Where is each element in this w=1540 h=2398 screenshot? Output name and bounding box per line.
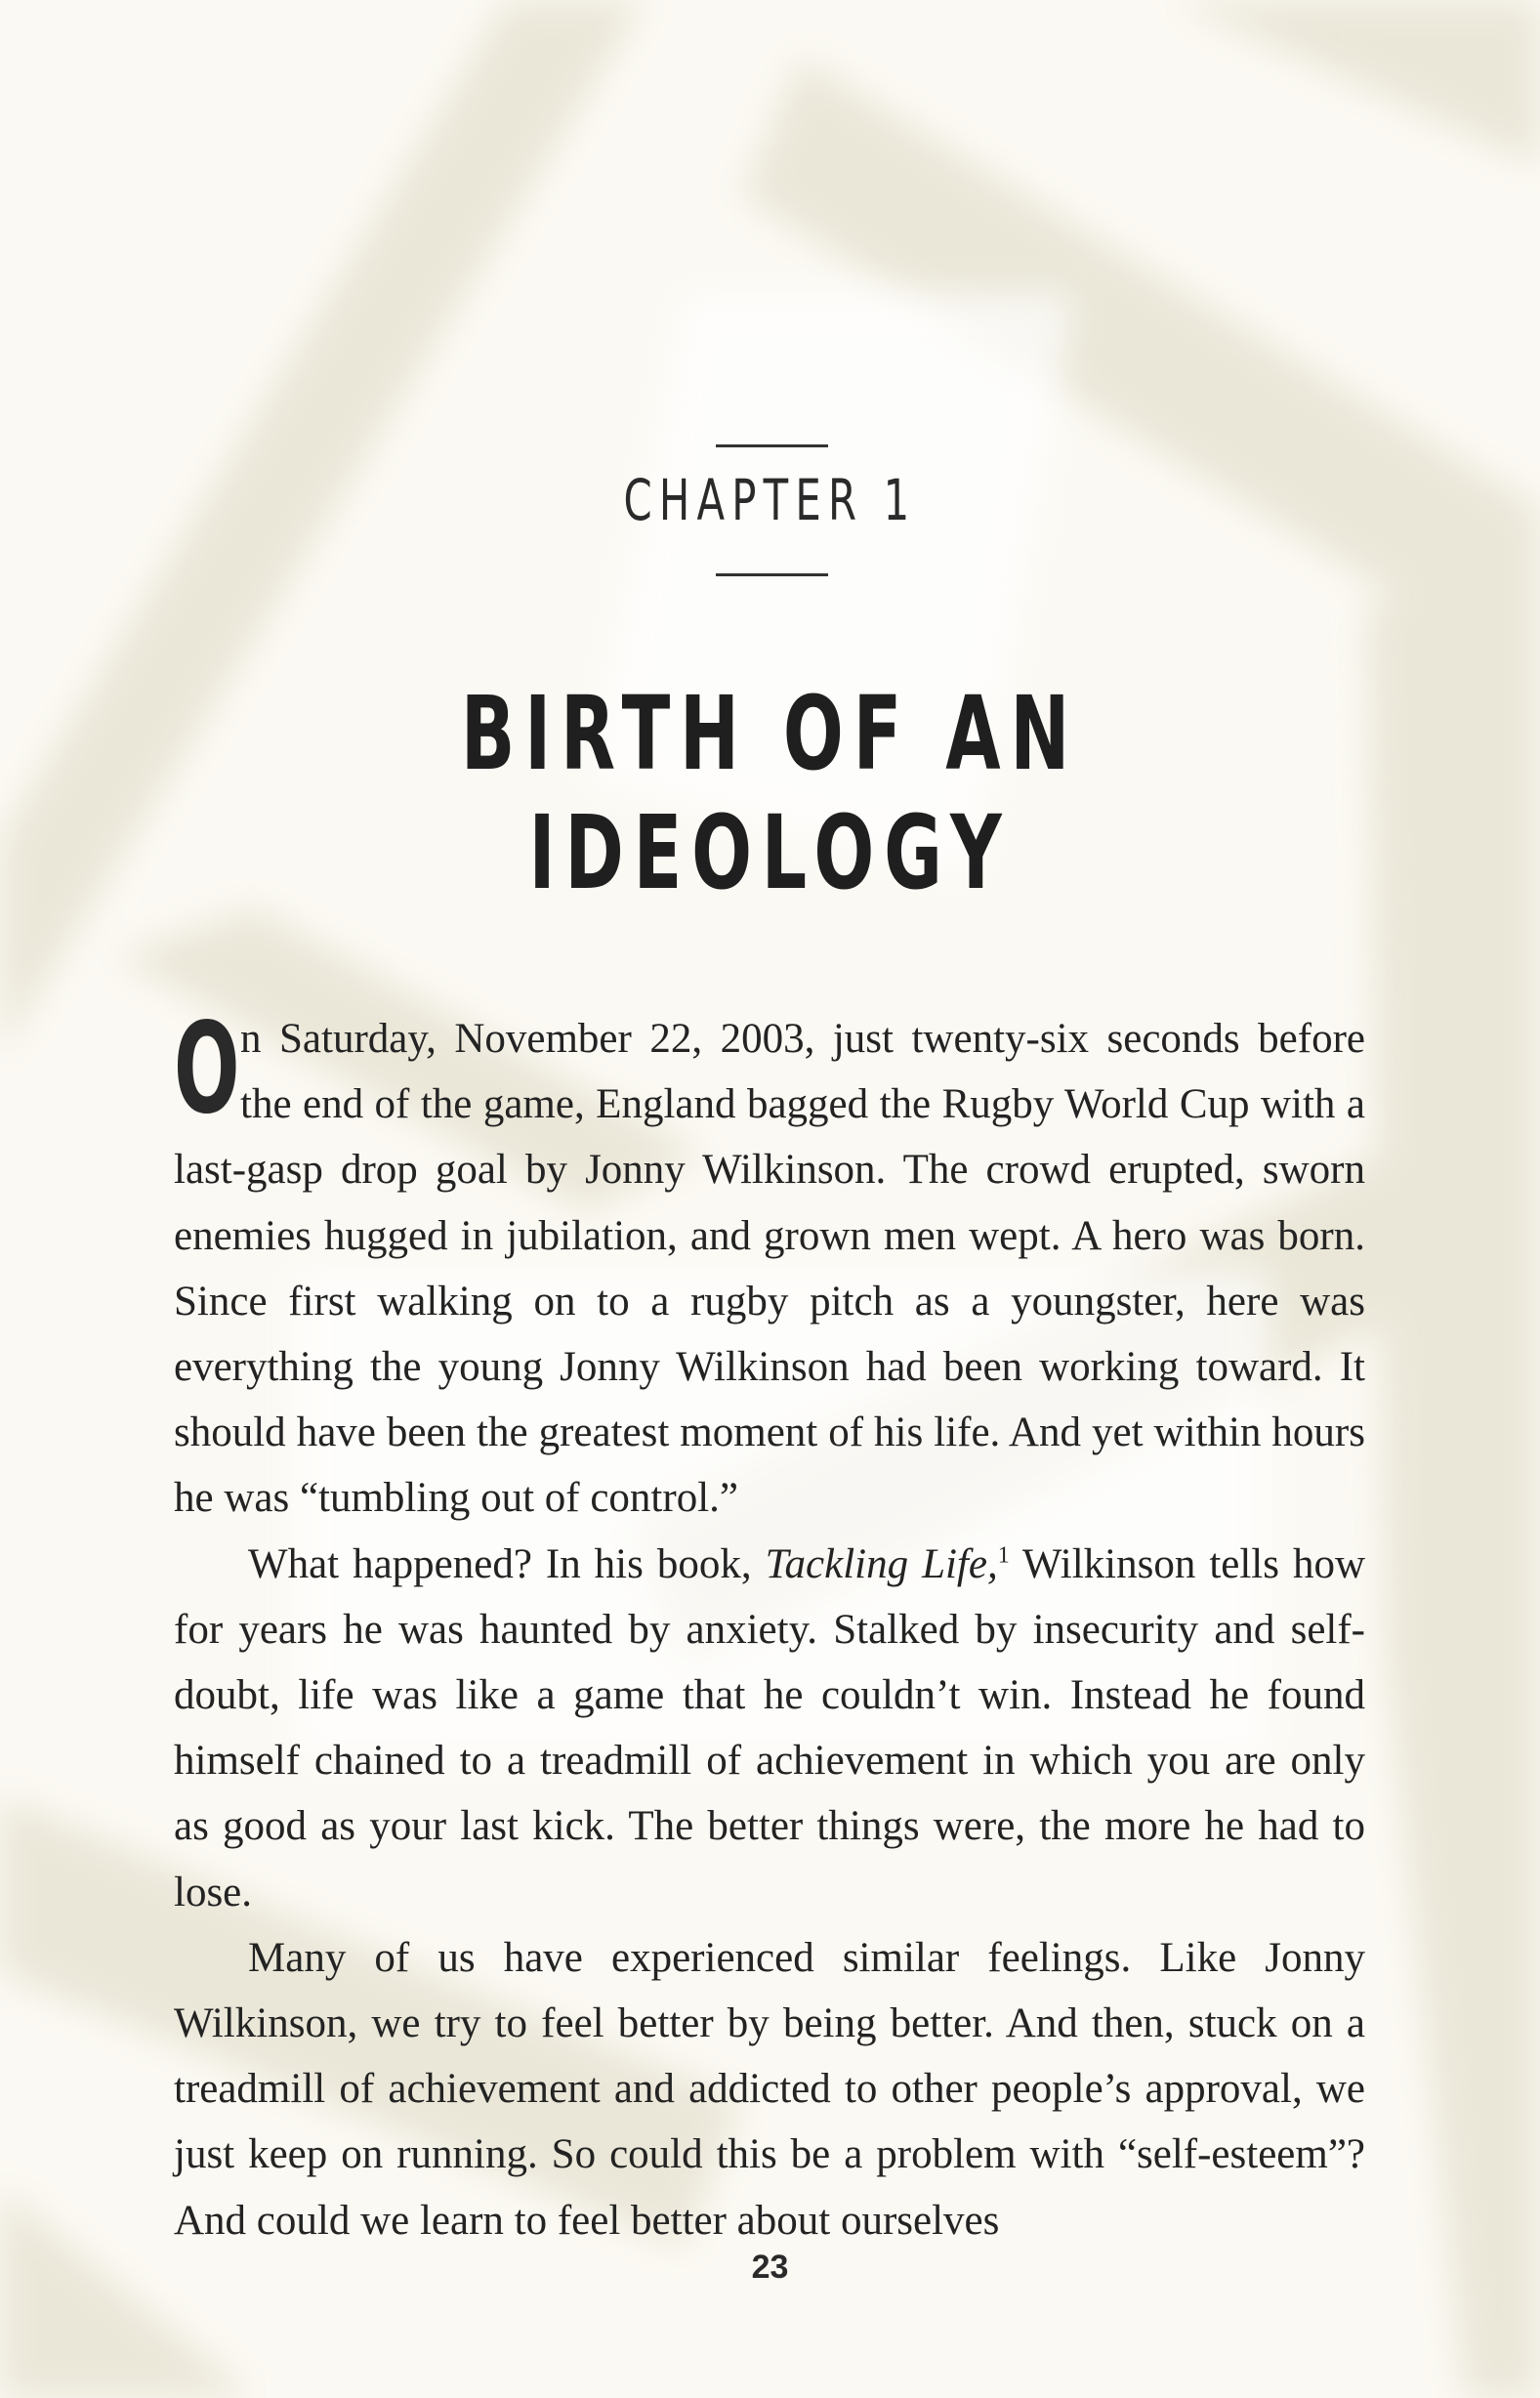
paragraph-1-text: n Saturday, November 22, 2003, just twenty-six seconds before the end of the game, England bagged the Rugby World Cup with a last-gasp drop goal by Jonny Wilkinson. The crowd erupted, sworn enemies hugged in jubilation, and grown men wept. A hero was born. Since first walking on to a rugby pitch as a youngster, here was everything the young Jonny Wilkinson had been working toward. It should have been the greatest moment of his life. And yet within hours he was “tumbling out of control.” (174, 1016, 1365, 1522)
footnote-marker: 1 (997, 1542, 1010, 1569)
chapter-rule-top (716, 444, 828, 447)
book-title: Tackling Life, (765, 1540, 998, 1587)
paragraph-1 (174, 996, 1365, 1532)
paragraph-3-text: Many of us have experienced similar feelings. Like Jonny Wilkinson, we try to feel better by being better. And then, stuck on a treadmill of achievement and addicted to other people’s approval, we just keep on running. So could this be a problem with “self-esteem”? And could we learn to feel better about ourselves (174, 1934, 1365, 2244)
paragraph-3 (174, 1925, 1365, 2253)
drop-cap: O (174, 996, 240, 1142)
page-number: 23 (751, 2249, 789, 2286)
chapter-rule-bottom (716, 573, 828, 576)
chapter-label: CHAPTER 1 (623, 467, 917, 533)
chapter-title: BIRTH OF AN IDEOLOGY (460, 674, 1080, 912)
body-text (174, 996, 1365, 2253)
paragraph-2-lead: What happened? In his book, (248, 1540, 766, 1587)
paragraph-2 (174, 1532, 1365, 1925)
paragraph-2-text: Wilkinson tells how for years he was haunted by anxiety. Stalked by insecurity and self-doubt, life was like a game that he couldn’t win. Instead he found himself chained to a treadmill of achievement in which you are only as good as your last kick. The better things were, the more he had to lose. (174, 1540, 1365, 1915)
